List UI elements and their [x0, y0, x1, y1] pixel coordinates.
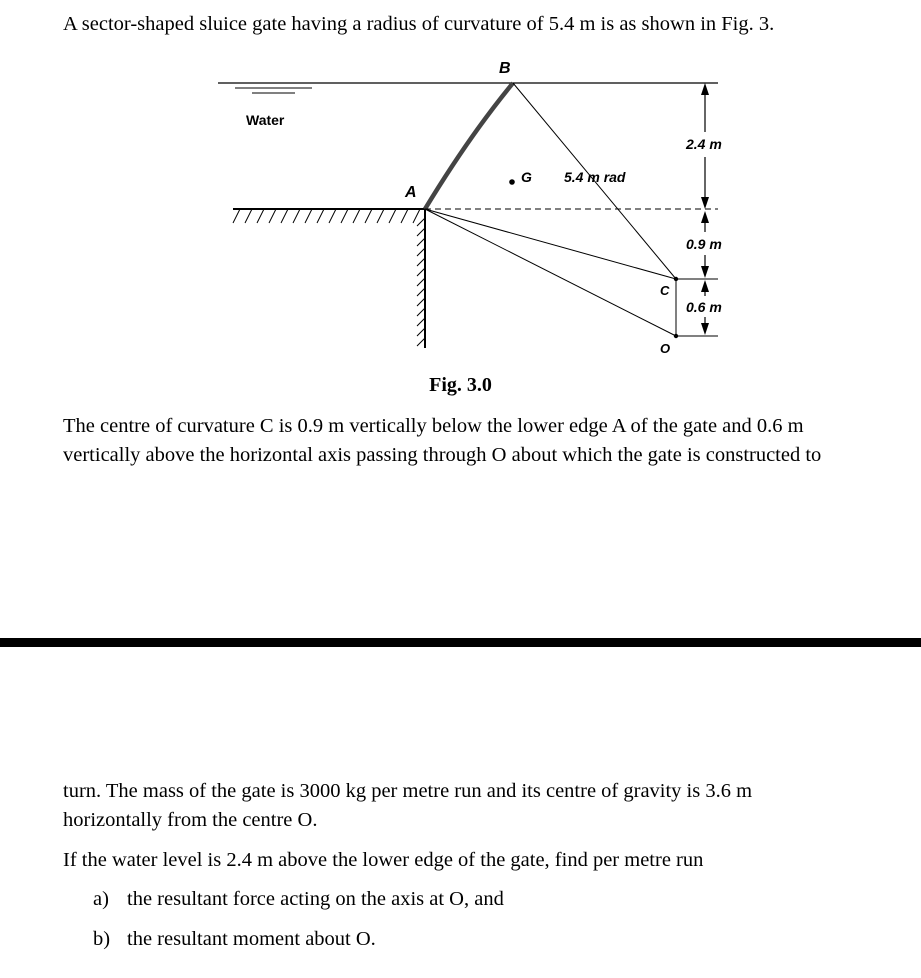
- page-divider: [0, 638, 921, 647]
- question-text: If the water level is 2.4 m above the lower edge of the gate, find per metre run: [63, 849, 704, 871]
- dim-label-2-4m: 2.4 m: [686, 136, 722, 152]
- paragraph-line: turn. The mass of the gate is 3000 kg per metre run and its centre of gravity is 3.6 m: [63, 780, 753, 802]
- paragraph-line: The centre of curvature C is 0.9 m vertically below the lower edge A of the gate and 0.6 m: [63, 415, 804, 437]
- list-item: the resultant moment about O.: [127, 928, 376, 950]
- list-item-marker: b): [93, 928, 111, 950]
- line-ac: [425, 209, 676, 279]
- dim-label-0-9m: 0.9 m: [686, 236, 722, 252]
- label-a: A: [405, 184, 417, 201]
- centroid-point-g: [509, 179, 515, 185]
- wall-hatching: [417, 218, 425, 346]
- label-g: G: [521, 169, 532, 185]
- gate-arc: [425, 83, 513, 209]
- paragraph-line: vertically above the horizontal axis passing through O about which the gate is constructed to: [63, 444, 822, 466]
- figure-caption: Fig. 3.0: [429, 374, 492, 396]
- intro-text: A sector-shaped sluice gate having a radius of curvature of 5.4 m is as shown in Fig. 3.: [63, 13, 775, 35]
- water-label: Water: [246, 112, 285, 128]
- radius-label: 5.4 m rad: [564, 169, 626, 185]
- list-item: the resultant force acting on the axis at O, and: [127, 888, 504, 910]
- paragraph-line: horizontally from the centre O.: [63, 809, 318, 831]
- label-c: C: [660, 283, 670, 298]
- dim-label-0-6m: 0.6 m: [686, 299, 722, 315]
- sluice-gate-figure: [0, 50, 921, 370]
- line-ao: [425, 209, 676, 336]
- ground-hatching: [233, 209, 420, 223]
- list-item-marker: a): [93, 888, 109, 910]
- label-o: O: [660, 341, 671, 356]
- label-b: B: [499, 60, 511, 77]
